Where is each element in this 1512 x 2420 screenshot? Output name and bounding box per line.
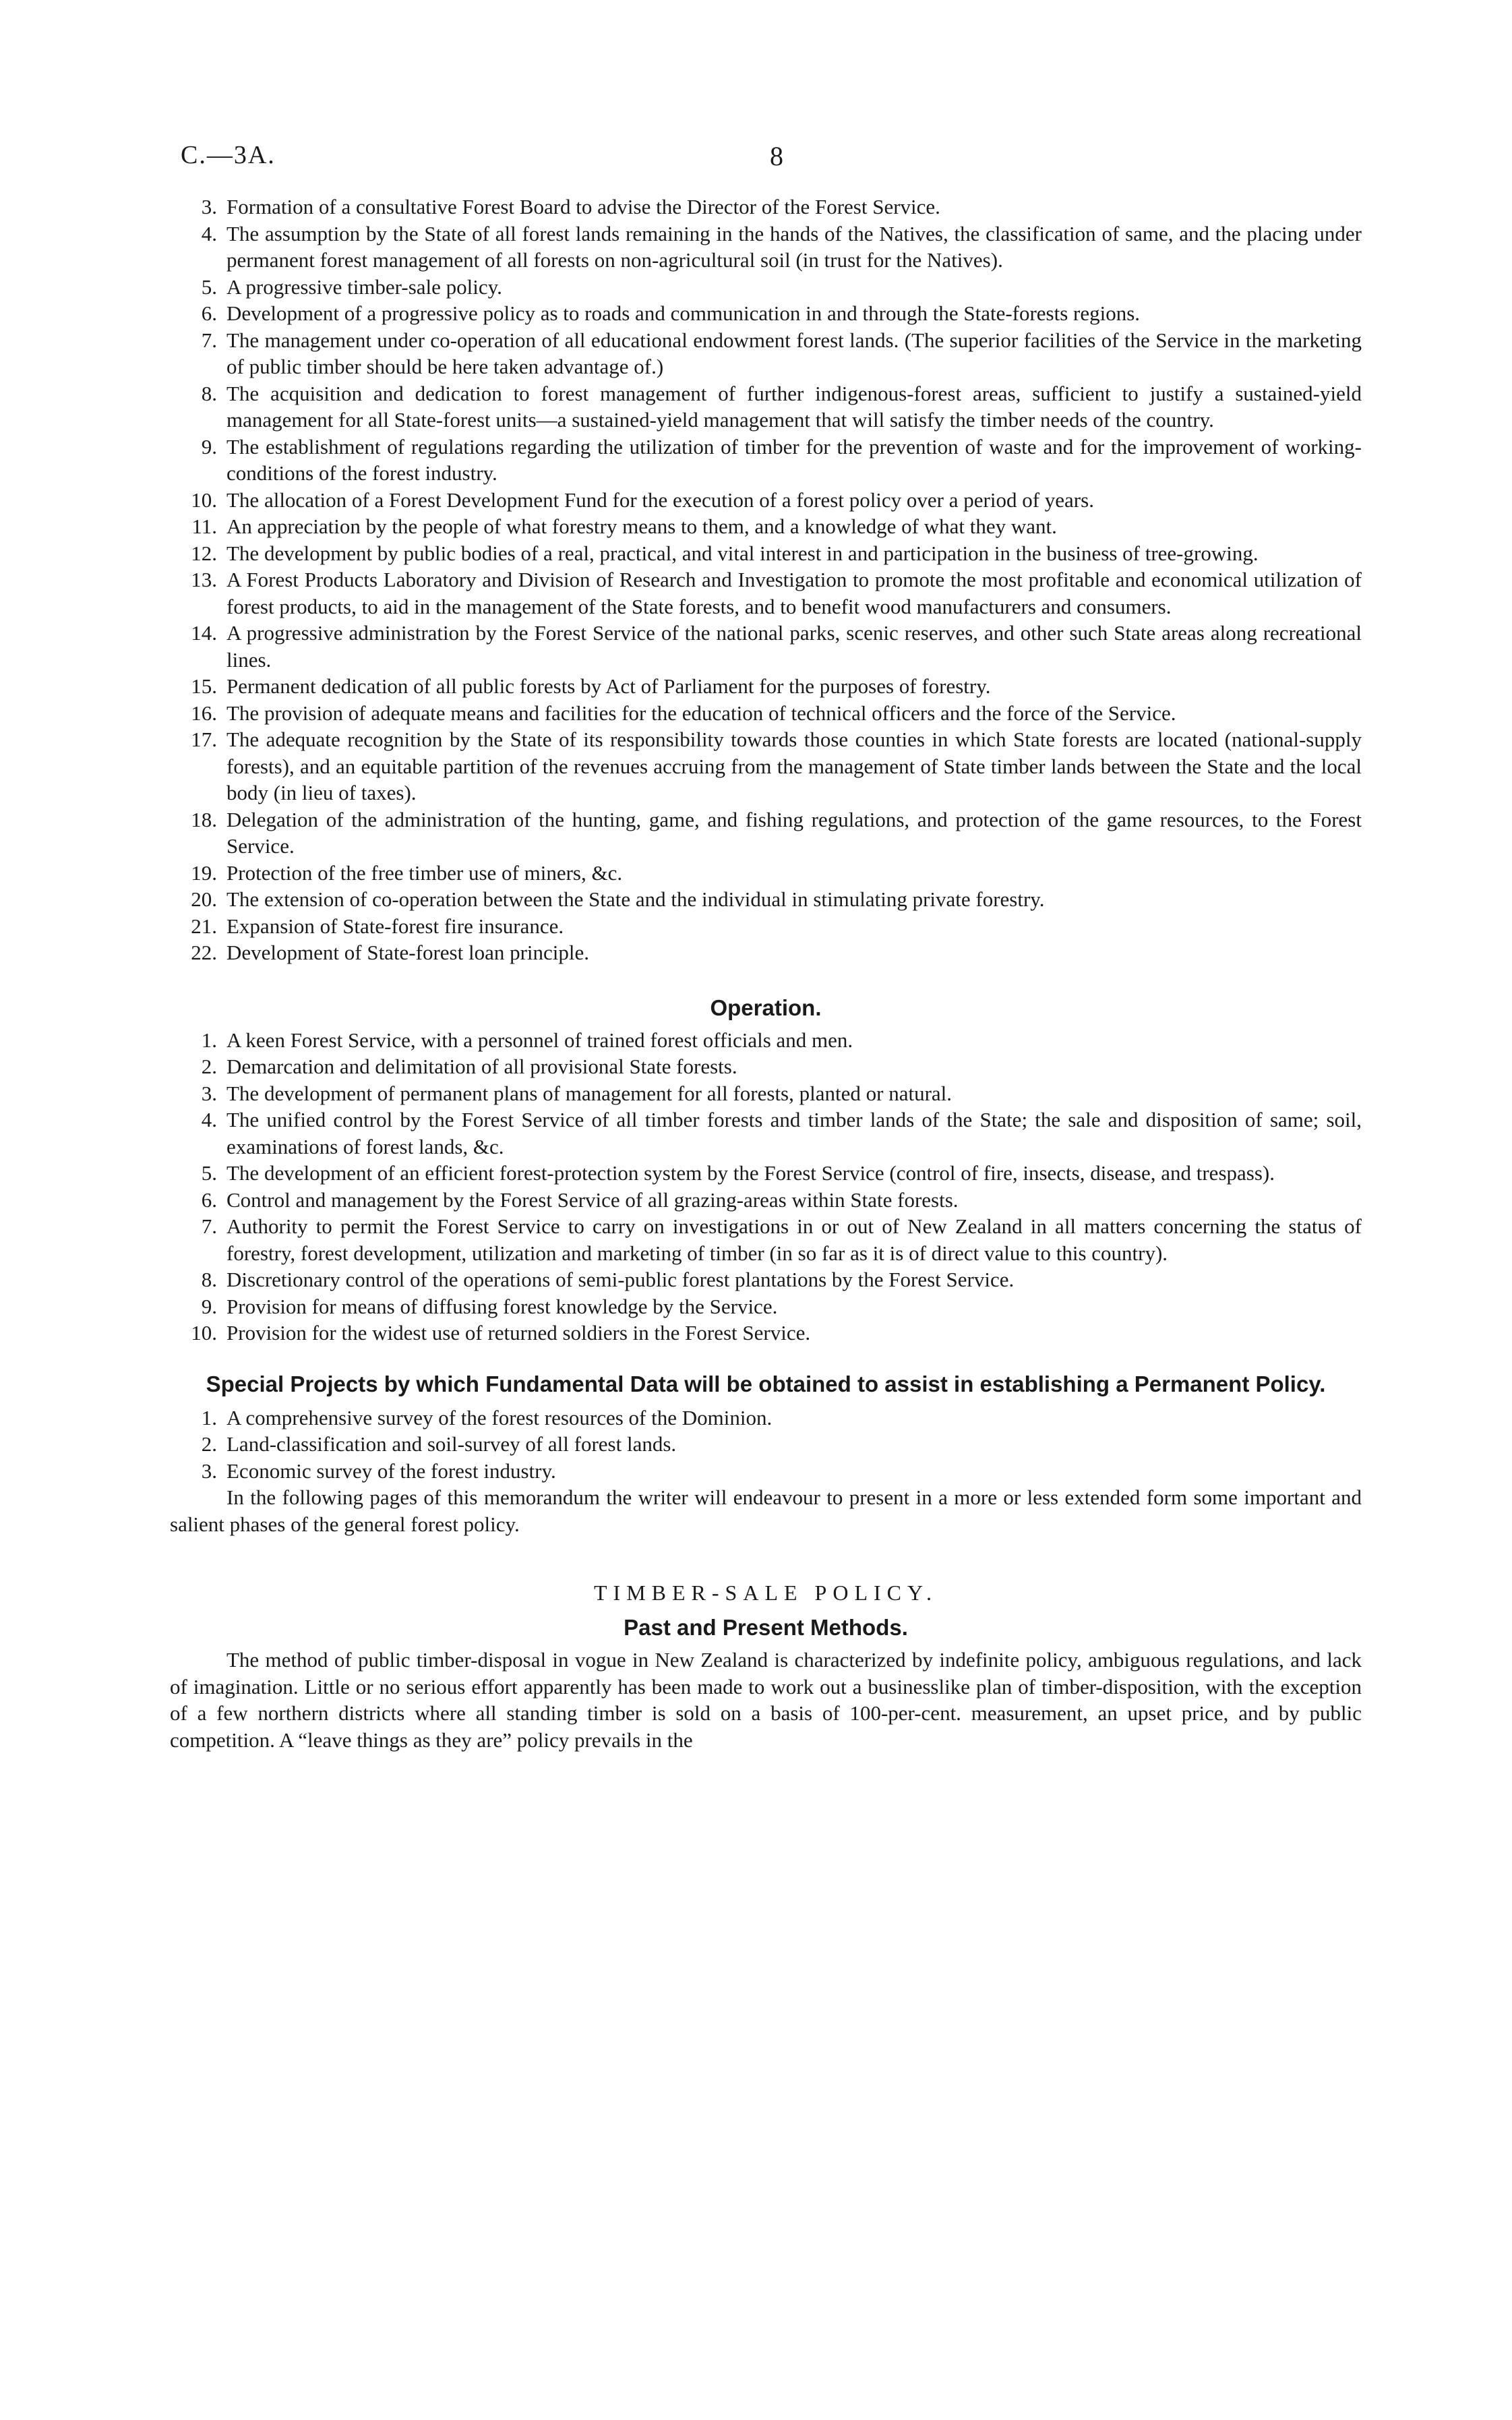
item-number: 16. bbox=[191, 701, 217, 725]
item-number: 15. bbox=[191, 674, 217, 698]
item-text: A comprehensive survey of the forest resources of the Dominion. bbox=[226, 1405, 773, 1429]
list-item bbox=[170, 1405, 1362, 1432]
item-number: 9. bbox=[201, 434, 217, 459]
list-item bbox=[170, 1213, 1362, 1266]
list-item bbox=[170, 806, 1362, 860]
item-text: The allocation of a Forest Development Fund for the execution of a forest policy over a period of years. bbox=[226, 488, 1094, 512]
list-item bbox=[170, 913, 1362, 940]
list-item bbox=[170, 1187, 1362, 1214]
item-text: A Forest Products Laboratory and Division of Research and Investigation to promote the most profitable and economical utilization of forest products, to aid in the management of the State forests, and to benefit wood manufacturers and consumers. bbox=[226, 568, 1362, 618]
item-text: Protection of the free timber use of miners, &c. bbox=[226, 860, 623, 885]
list-item bbox=[170, 939, 1362, 966]
item-text: Provision for the widest use of returned soldiers in the Forest Service. bbox=[226, 1321, 811, 1345]
item-number: 2. bbox=[201, 1432, 217, 1456]
item-number: 19. bbox=[191, 860, 217, 885]
item-number: 3. bbox=[201, 1081, 217, 1105]
item-number: 4. bbox=[201, 1108, 217, 1131]
operation-heading: Operation. bbox=[710, 995, 822, 1020]
memorandum-intro-paragraph: In the following pages of this memorandum the writer will endeavour to present in a more or less extended form some important and salient phases of the general forest policy. bbox=[170, 1485, 1362, 1536]
list-item bbox=[170, 540, 1362, 567]
item-number: 5. bbox=[201, 274, 217, 299]
document-reference: C.—3A. bbox=[181, 141, 276, 169]
item-number: 9. bbox=[201, 1294, 217, 1318]
item-text: Provision for means of diffusing forest knowledge by the Service. bbox=[226, 1294, 778, 1318]
item-number: 3. bbox=[201, 195, 217, 218]
item-text: The management under co-operation of all educational endowment forest lands. (The superior facilities of the Service in the marketing of public timber should be here taken advantage of.) bbox=[226, 328, 1362, 378]
list-item bbox=[170, 194, 1362, 220]
list-item bbox=[170, 1080, 1362, 1107]
item-text: Permanent dedication of all public forests by Act of Parliament for the purposes of forestry. bbox=[226, 674, 991, 698]
page-number: 8 bbox=[770, 141, 783, 171]
list-item bbox=[170, 513, 1362, 540]
item-text: The development of an efficient forest-protection system by the Forest Service (control of fire, insects, disease, and trespass). bbox=[226, 1161, 1275, 1185]
item-number: 13. bbox=[191, 568, 217, 591]
list-item bbox=[170, 1160, 1362, 1187]
item-text: Development of a progressive policy as to roads and communication in and through the State-forests regions. bbox=[226, 301, 1141, 325]
item-text: The extension of co-operation between the State and the individual in stimulating private forestry. bbox=[226, 887, 1045, 911]
item-number: 8. bbox=[201, 381, 217, 405]
timber-disposal-paragraph: The method of public timber-disposal in vogue in New Zealand is characterized by indefinite policy, ambiguous regulations, and lack of imagination. Little or no serious effort apparently has been made to work out a businesslike plan of timber-disposition, with the exception of a few northern districts where all standing timber is sold on a basis of 100-per-cent. measurement, an upset price, and by public competition. A “leave things as they are” policy prevails in the bbox=[170, 1648, 1362, 1752]
list-item bbox=[170, 1027, 1362, 1054]
item-text: Authority to permit the Forest Service to carry on investigations in or out of New Zealand in all matters concerning the status of forestry, forest development, utilization and marketing of timber (in so far as it is of direct value to this country). bbox=[226, 1214, 1362, 1265]
list-item bbox=[170, 1266, 1362, 1293]
operation-list bbox=[170, 1027, 1362, 1347]
list-item bbox=[170, 327, 1362, 380]
list-item bbox=[170, 1106, 1362, 1160]
item-number: 17. bbox=[191, 728, 217, 751]
item-number: 10. bbox=[191, 1321, 217, 1345]
item-number: 5. bbox=[201, 1161, 217, 1185]
item-number: 14. bbox=[191, 621, 217, 645]
item-text: Delegation of the administration of the hunting, game, and fishing regulations, and protection of the game resources, to the Forest Service. bbox=[226, 807, 1362, 858]
special-projects-heading: Special Projects by which Fundamental Data will be obtained to assist in establishing a Permanent Policy. bbox=[206, 1371, 1326, 1396]
policy-list bbox=[170, 194, 1362, 966]
item-text: The acquisition and dedication to forest management of further indigenous-forest areas, sufficient to justify a sustained-yield management for all State-forest units—a sustained-yield management that will satisfy the timber needs of the country. bbox=[226, 381, 1362, 432]
page-content bbox=[170, 194, 1362, 1753]
list-item bbox=[170, 620, 1362, 673]
item-text: The provision of adequate means and facilities for the education of technical officers and the force of the Service. bbox=[226, 701, 1176, 725]
item-text: Control and management by the Forest Service of all grazing-areas within State forests. bbox=[226, 1187, 959, 1212]
list-item bbox=[170, 726, 1362, 806]
list-item bbox=[170, 700, 1362, 727]
item-number: 7. bbox=[201, 1214, 217, 1238]
item-text: Demarcation and delimitation of all provisional State forests. bbox=[226, 1055, 737, 1078]
special-projects-list bbox=[170, 1405, 1362, 1485]
list-item bbox=[170, 1293, 1362, 1320]
list-item bbox=[170, 860, 1362, 887]
item-text: A progressive timber-sale policy. bbox=[226, 274, 502, 299]
item-number: 10. bbox=[191, 488, 217, 512]
item-number: 1. bbox=[201, 1028, 217, 1052]
list-item bbox=[170, 300, 1362, 327]
item-number: 6. bbox=[201, 301, 217, 325]
item-text: The assumption by the State of all forest lands remaining in the hands of the Natives, the classification of same, and the placing under permanent forest management of all forests on non-agricultural soil (in trust for the Natives). bbox=[226, 221, 1362, 272]
timber-sale-policy-heading: TIMBER-SALE POLICY. bbox=[594, 1581, 938, 1605]
item-text: The adequate recognition by the State of its responsibility towards those counties in which State forests are located (national-supply forests), and an equitable partition of the revenues accruing from the management of State timber lands between the State and the local body (in lieu of taxes). bbox=[226, 728, 1362, 804]
list-item bbox=[170, 487, 1362, 514]
list-item bbox=[170, 566, 1362, 620]
item-text: The establishment of regulations regarding the utilization of timber for the prevention of waste and for the improvement of working-conditions of the forest industry. bbox=[226, 434, 1362, 485]
item-number: 4. bbox=[201, 221, 217, 245]
item-number: 20. bbox=[191, 887, 217, 911]
item-text: An appreciation by the people of what forestry means to them, and a knowledge of what they want. bbox=[226, 514, 1057, 538]
item-text: Economic survey of the forest industry. bbox=[226, 1458, 556, 1483]
item-text: Discretionary control of the operations of semi-public forest plantations by the Forest Service. bbox=[226, 1268, 1015, 1291]
item-number: 6. bbox=[201, 1187, 217, 1212]
list-item bbox=[170, 1320, 1362, 1347]
item-number: 8. bbox=[201, 1268, 217, 1291]
item-text: A progressive administration by the Forest Service of the national parks, scenic reserves, and other such State areas along recreational lines. bbox=[226, 621, 1362, 672]
item-number: 18. bbox=[191, 807, 217, 831]
list-item bbox=[170, 1431, 1362, 1458]
item-text: The unified control by the Forest Service of all timber forests and timber lands of the State; the sale and disposition of same; soil, examinations of forest lands, &c. bbox=[226, 1108, 1362, 1158]
list-item bbox=[170, 434, 1362, 487]
list-item bbox=[170, 220, 1362, 274]
page-header bbox=[0, 140, 1512, 181]
item-number: 7. bbox=[201, 328, 217, 352]
item-number: 21. bbox=[191, 914, 217, 938]
list-item bbox=[170, 673, 1362, 700]
item-text: The development by public bodies of a real, practical, and vital interest in and participation in the business of tree-growing. bbox=[226, 541, 1259, 565]
item-text: Land-classification and soil-survey of all forest lands. bbox=[226, 1432, 677, 1456]
item-number: 11. bbox=[191, 514, 217, 538]
list-item bbox=[170, 886, 1362, 913]
item-text: Formation of a consultative Forest Board to advise the Director of the Forest Service. bbox=[226, 195, 940, 218]
list-item bbox=[170, 274, 1362, 301]
past-present-methods-heading: Past and Present Methods. bbox=[624, 1615, 908, 1640]
item-text: The development of permanent plans of management for all forests, planted or natural. bbox=[226, 1081, 952, 1105]
item-number: 12. bbox=[191, 541, 217, 565]
item-number: 3. bbox=[201, 1458, 217, 1483]
list-item bbox=[170, 1053, 1362, 1080]
list-item bbox=[170, 1458, 1362, 1485]
item-number: 1. bbox=[201, 1405, 217, 1429]
list-item bbox=[170, 380, 1362, 434]
item-number: 2. bbox=[201, 1055, 217, 1078]
item-text: Expansion of State-forest fire insurance. bbox=[226, 914, 564, 938]
item-text: A keen Forest Service, with a personnel of trained forest officials and men. bbox=[226, 1028, 853, 1052]
item-text: Development of State-forest loan principle. bbox=[226, 941, 590, 964]
item-number: 22. bbox=[191, 941, 217, 964]
